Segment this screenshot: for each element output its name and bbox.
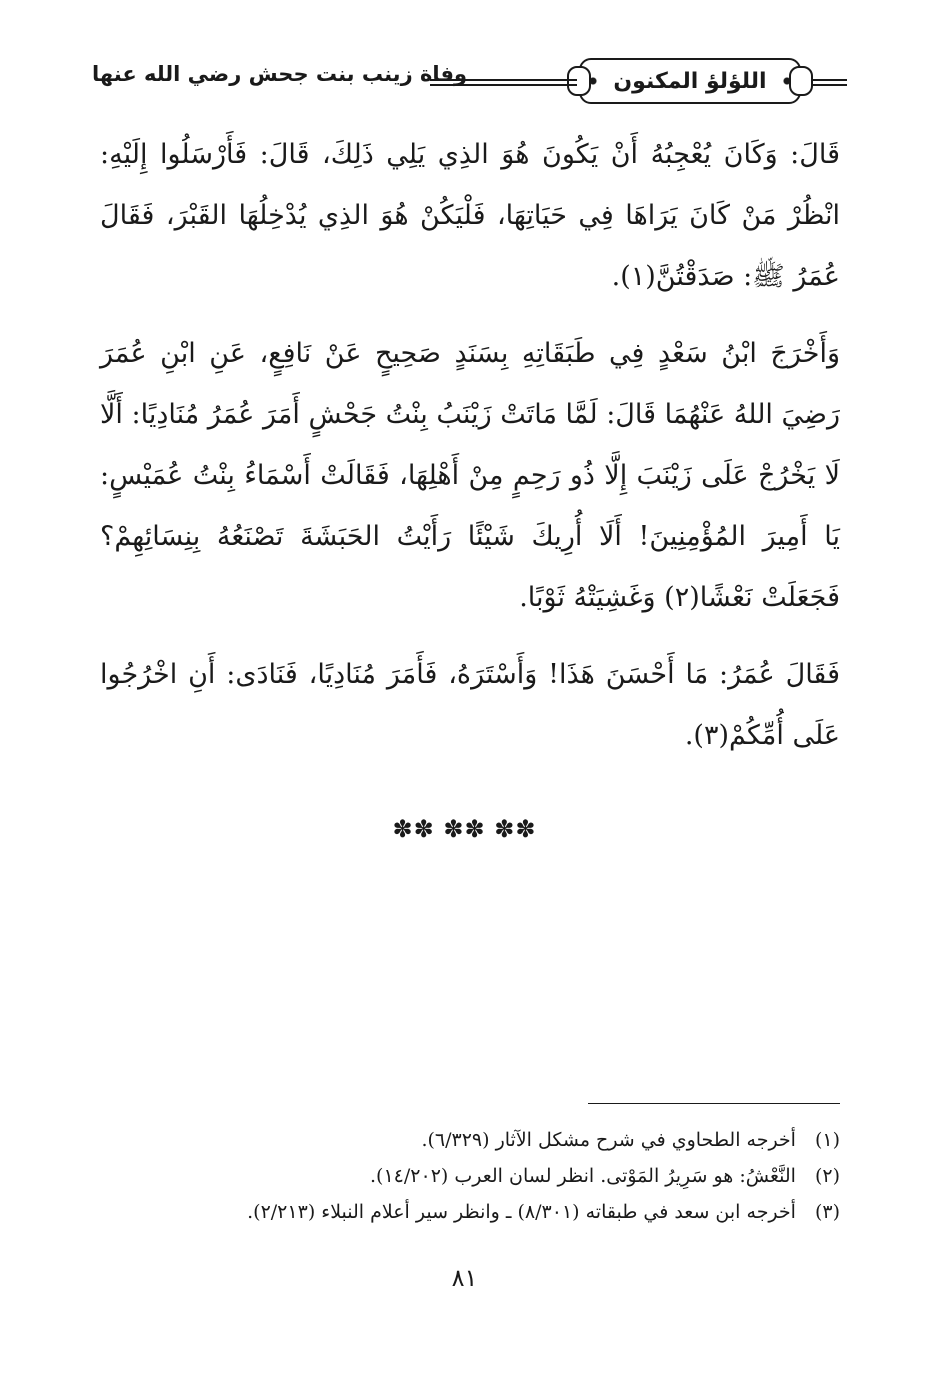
footnote-number: (٣): [814, 1201, 840, 1223]
paragraph-3: فَقَالَ عُمَرُ: مَا أَحْسَنَ هَذَا! وَأَسْتَرَهُ، فَأَمَرَ مُنَادِيًا، فَنَادَى: أَنِ اخْرُجُوا عَلَى أُمِّكُمْ(٣).: [100, 659, 840, 751]
footnote-2: [100, 1158, 840, 1194]
footnote-number: (٢): [814, 1165, 840, 1187]
footnote-text: أخرجه الطحاوي في شرح مشكل الآثار (٦/٣٢٩).: [421, 1129, 796, 1151]
book-title-cartouche: [579, 58, 801, 104]
chapter-title: وفاة زينب بنت جحش رضي الله عنها: [92, 62, 468, 86]
page-number: ٨١: [451, 1264, 478, 1292]
book-title: اللؤلؤ المكنون: [613, 68, 767, 94]
section-separator: ✽✽ ✽✽ ✽✽: [392, 815, 537, 843]
footnote-3: [100, 1194, 840, 1230]
footnote-1: [100, 1122, 840, 1158]
main-text: [100, 124, 840, 766]
footnote-text: أخرجه ابن سعد في طبقاته (٨/٣٠١) ـ وانظر سير أعلام النبلاء (٢/٢١٣).: [247, 1201, 796, 1223]
footnote-number: (١): [814, 1129, 840, 1151]
footnote-text: النَّعْشُ: هو سَرِيرُ المَوْتى. انظر لسان العرب (١٤/٢٠٢).: [370, 1165, 796, 1187]
running-header: [92, 52, 847, 108]
footnote-rule: [588, 1103, 840, 1104]
paragraph-1: قَالَ: وَكَانَ يُعْجِبُهُ أَنْ يَكُونَ هُوَ الذِي يَلِي ذَلِكَ، قَالَ: فَأَرْسَلُوا إِلَيْهِ: انْظُرْ مَنْ كَانَ يَرَاهَا فِي حَيَاتِهَا، فَلْيَكُنْ هُوَ الذِي يُدْخِلُهَا القَبْرَ، فَقَالَ عُمَرُ ﷺ: صَدَقْتُنَّ(١).: [100, 139, 840, 292]
footnotes: [100, 1122, 840, 1230]
paragraph-2: وَأَخْرَجَ ابْنُ سَعْدٍ فِي طَبَقَاتِهِ بِسَنَدٍ صَحِيحٍ عَنْ نَافِعٍ، عَنِ ابْنِ عُمَرَ رَضِيَ اللهُ عَنْهُمَا قَالَ: لَمَّا مَاتَتْ زَيْنَبُ بِنْتُ جَحْشٍ أَمَرَ عُمَرُ مُنَادِيًا: أَلَّا لَا يَخْرُجْ عَلَى زَيْنَبَ إِلَّا ذُو رَحِمٍ مِنْ أَهْلِهَا، فَقَالَتْ أَسْمَاءُ بِنْتُ عُمَيْسٍ: يَا أَمِيرَ المُؤْمِنِينَ! أَلَا أُرِيكَ شَيْئًا رَأَيْتُ الحَبَشَةَ تَصْنَعُهُ بِنِسَائِهِمْ؟ فَجَعَلَتْ نَعْشًا(٢) وَغَشِيَتْهُ ثَوْبًا.: [100, 338, 840, 613]
